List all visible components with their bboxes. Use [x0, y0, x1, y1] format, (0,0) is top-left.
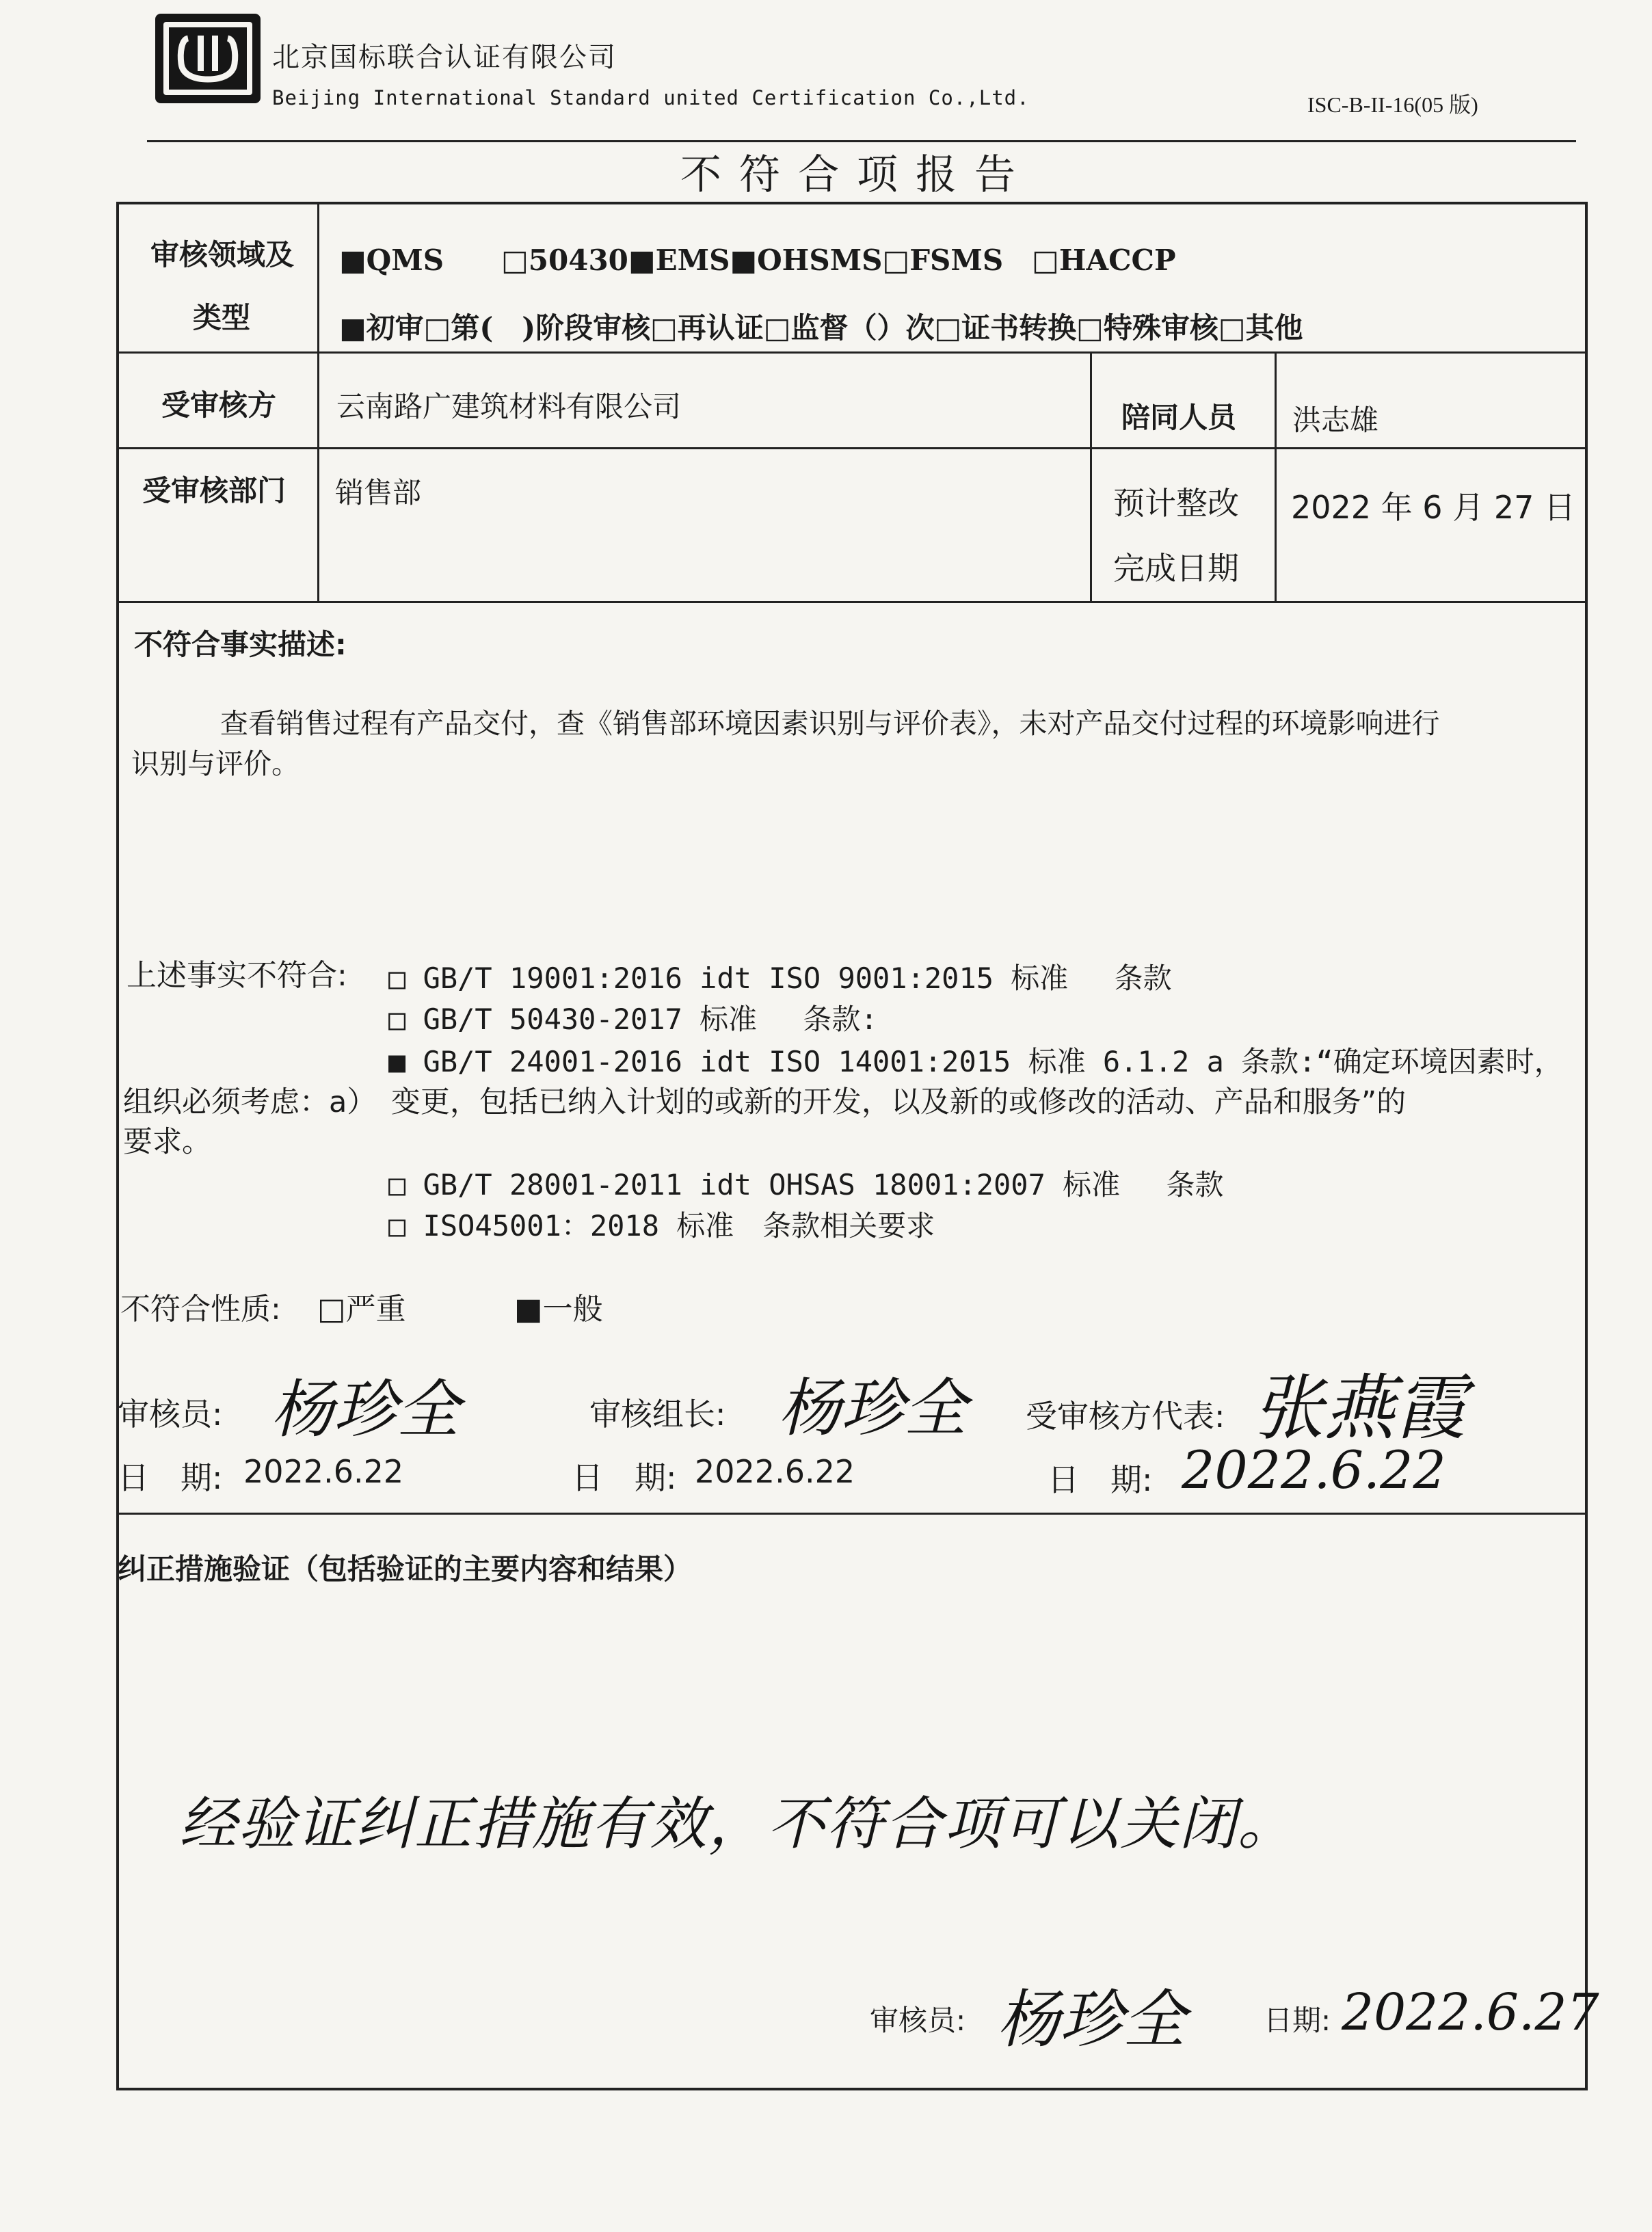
rep-date-label: 日 期:	[1048, 1461, 1153, 1498]
management-systems: ■QMS □50430■EMS■OHSMS□FSMS □HACCP	[339, 243, 1176, 277]
verification-result: 经验证纠正措施有效，不符合项可以关闭。	[179, 1790, 1297, 1857]
nature-serious-checkbox: □严重	[317, 1292, 406, 1327]
clause-iso14001: ■ GB/T 24001-2016 idt ISO 14001:2015 标准 6.1.2 a 条款:“确定环境因素时，	[388, 1045, 1563, 1078]
due-date-label-1: 预计整改	[1113, 485, 1239, 522]
clause-iso9001: □ GB/T 19001:2016 idt ISO 9001:2015 标准 条款	[388, 961, 1172, 995]
verification-auditor-label: 审核员:	[870, 2004, 966, 2037]
verification-auditor-signature: 杨珍全	[997, 1983, 1186, 2056]
nonconformity-desc-label: 不符合事实描述:	[134, 628, 347, 661]
department-label: 受审核部门	[142, 474, 287, 507]
auditor-date-label: 日 期:	[118, 1459, 223, 1496]
row-divider	[119, 447, 1588, 449]
leader-signature: 杨珍全	[778, 1372, 968, 1445]
rep-date: 2022.6.22	[1182, 1439, 1446, 1500]
audit-types: ■初审□第( )阶段审核□再认证□监督（）次□证书转换□特殊审核□其他	[339, 311, 1303, 345]
accompanying-label: 陪同人员	[1121, 401, 1237, 434]
col-divider	[1275, 351, 1277, 601]
company-logo	[154, 12, 262, 105]
leader-date: 2022.6.22	[695, 1453, 855, 1490]
department-name: 销售部	[335, 476, 422, 509]
audit-scope-label-2: 类型	[193, 301, 251, 334]
auditor-signature: 杨珍全	[271, 1373, 460, 1446]
auditor-date: 2022.6.22	[243, 1453, 404, 1490]
verification-date-label: 日期:	[1264, 2004, 1331, 2037]
rep-signature: 张燕霞	[1253, 1366, 1467, 1450]
clause-ohsas18001: □ GB/T 28001-2011 idt OHSAS 18001:2007 标准 条款	[388, 1168, 1224, 1201]
auditee-name: 云南路广建筑材料有限公司	[336, 390, 682, 423]
due-date-value: 2022 年 6 月 27 日	[1291, 489, 1575, 526]
verification-label: 纠正措施验证（包括验证的主要内容和结果）	[118, 1552, 693, 1586]
form-code: ISC-B-II-16(05 版)	[1307, 92, 1478, 117]
nature-label: 不符合性质:	[120, 1292, 281, 1327]
due-date-label-2: 完成日期	[1113, 550, 1239, 587]
clause-iso14001-cont1: 组织必须考虑：a） 变更，包括已纳入计划的或新的开发，以及新的或修改的活动、产品和服务”的	[123, 1085, 1407, 1119]
audit-scope-label-1: 审核领域及	[150, 238, 295, 271]
nature-general-checkbox: ■一般	[514, 1292, 603, 1327]
row-divider	[119, 601, 1588, 603]
leader-label: 审核组长:	[589, 1396, 726, 1433]
leader-date-label: 日 期:	[572, 1459, 677, 1496]
nonconformity-desc-line2: 识别与评价。	[131, 747, 299, 780]
clause-gb50430: □ GB/T 50430-2017 标准 条款:	[388, 1002, 878, 1036]
clause-iso14001-cont2: 要求。	[123, 1125, 211, 1159]
verification-date: 2022.6.27	[1342, 1983, 1599, 2042]
accompanying-person: 洪志雄	[1292, 403, 1379, 437]
company-name-en: Beijing International Standard united Certification Co.,Ltd.	[272, 86, 1030, 109]
clause-iso45001: □ ISO45001：2018 标准 条款相关要求	[388, 1209, 935, 1243]
col-divider	[317, 204, 319, 601]
col-divider	[1090, 351, 1092, 601]
report-title: 不符合项报告	[680, 151, 1033, 199]
rep-label: 受审核方代表:	[1026, 1398, 1225, 1435]
clause-label: 上述事实不符合:	[126, 958, 347, 993]
company-name-cn: 北京国标联合认证有限公司	[272, 42, 617, 73]
row-divider	[119, 1513, 1588, 1515]
row-divider	[119, 351, 1588, 354]
nonconformity-desc-line1: 查看销售过程有产品交付，查《销售部环境因素识别与评价表》，未对产品交付过程的环境影响进行	[220, 707, 1440, 740]
auditee-label: 受审核方	[161, 388, 277, 422]
auditor-label: 审核员:	[118, 1396, 223, 1433]
